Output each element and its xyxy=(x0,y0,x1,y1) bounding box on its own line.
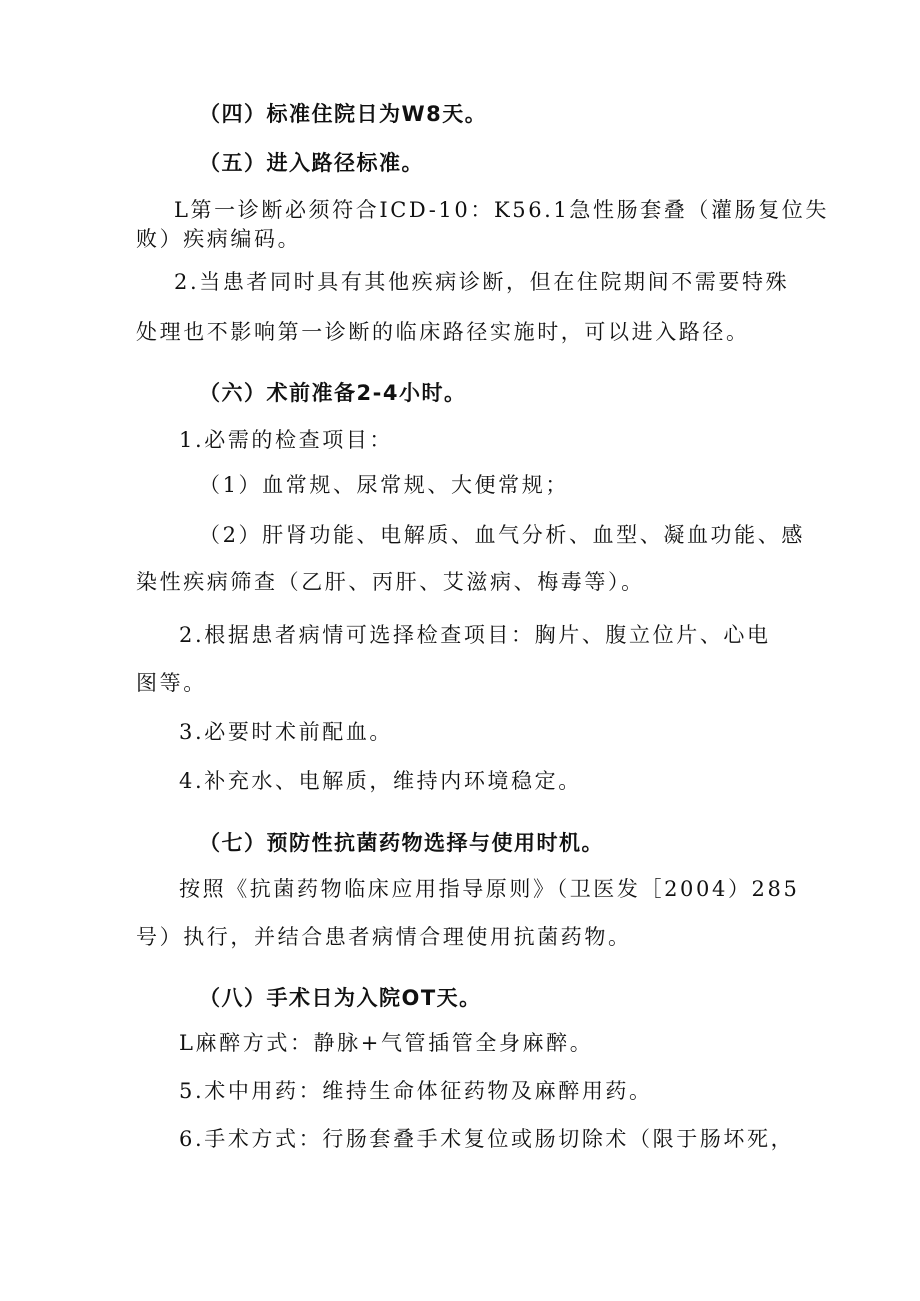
paragraph-line: L麻醉方式：静脉+气管插管全身麻醉。 xyxy=(179,1031,594,1055)
paragraph-line: 图等。 xyxy=(136,671,207,695)
paragraph-line: 号）执行，并结合患者病情合理使用抗菌药物。 xyxy=(136,925,632,949)
section-heading-standard-stay: （四）标准住院日为W8天。 xyxy=(199,102,488,126)
section-heading-entry-criteria: （五）进入路径标准。 xyxy=(199,151,424,175)
paragraph-line: 按照《抗菌药物临床应用指导原则》（卫医发［2004）285 xyxy=(179,877,800,901)
paragraph-line: 2.根据患者病情可选择检查项目：胸片、腹立位片、心电 xyxy=(179,623,771,647)
section-heading-antibiotics: （七）预防性抗菌药物选择与使用时机。 xyxy=(199,831,604,855)
paragraph-line: 1.必需的检查项目： xyxy=(179,428,394,452)
paragraph-line: 6.手术方式：行肠套叠手术复位或肠切除术（限于肠坏死， xyxy=(179,1127,795,1151)
section-heading-preop: （六）术前准备2-4小时。 xyxy=(199,381,467,405)
paragraph-line: 染性疾病筛查（乙肝、丙肝、艾滋病、梅毒等）。 xyxy=(136,570,645,594)
paragraph-line: 处理也不影响第一诊断的临床路径实施时，可以进入路径。 xyxy=(136,320,750,344)
paragraph-line: 5.术中用药：维持生命体征药物及麻醉用药。 xyxy=(179,1079,653,1103)
paragraph-line: 4.补充水、电解质，维持内环境稳定。 xyxy=(179,769,582,793)
paragraph-line: （1）血常规、尿常规、大便常规； xyxy=(199,473,569,497)
paragraph-line: L第一诊断必须符合ICD-10：K56.1急性肠套叠（灌肠复位失 xyxy=(174,198,829,222)
section-heading-surgery-day: （八）手术日为入院OT天。 xyxy=(199,986,482,1010)
paragraph-line: 3.必要时术前配血。 xyxy=(179,720,394,744)
paragraph-line: （2）肝肾功能、电解质、血气分析、血型、凝血功能、感 xyxy=(199,523,805,547)
paragraph-line: 2.当患者同时具有其他疾病诊断，但在住院期间不需要特殊 xyxy=(174,270,790,294)
paragraph-line: 败）疾病编码。 xyxy=(136,227,302,251)
